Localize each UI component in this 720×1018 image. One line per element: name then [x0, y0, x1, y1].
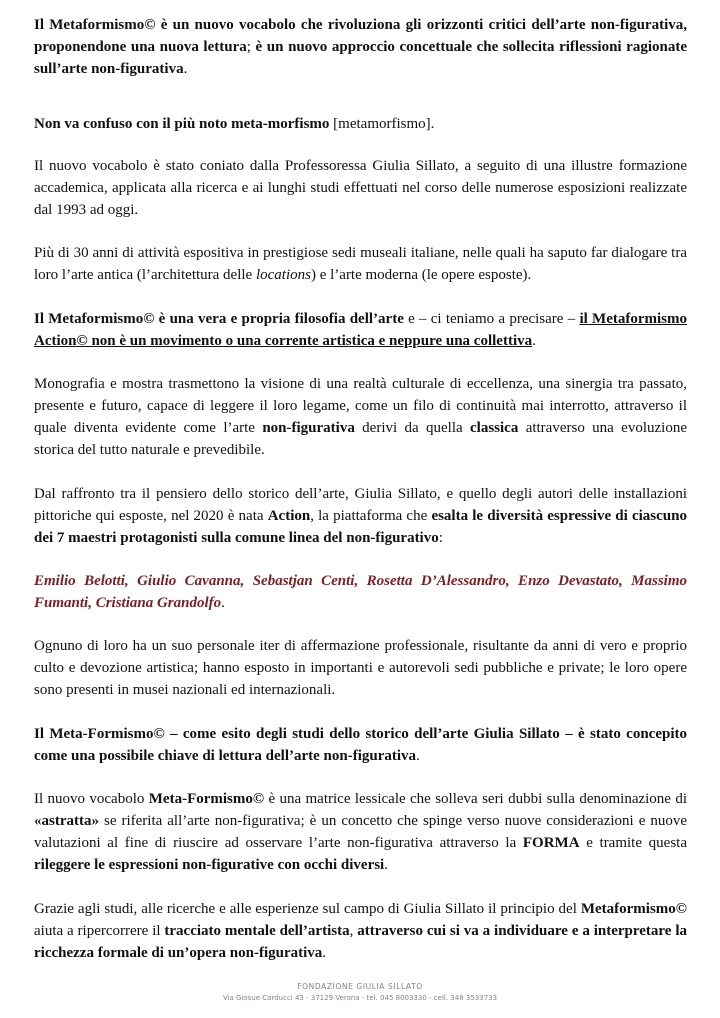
paragraph-not-confused: Non va confuso con il più noto meta-morfismo [metamorfismo]. — [34, 116, 435, 132]
paragraph-philosophy: Il Metaformismo© è una vera e propria filosofia dell’arte e – ci teniamo a precisare – il Metaformismo Action© non è un movimento o una corrente artistica e neppure una collettiva. — [34, 311, 687, 349]
footer-organization: FONDAZIONE GIULIA SILLATO — [297, 982, 423, 991]
paragraph-exhibitions: Più di 30 anni di attività espositiva in prestigiose sedi museali italiane, nelle quali ha saputo far dialogare tra loro l’arte antica (l’architettura delle locations) e l’arte moderna (le opere esposte). — [34, 245, 687, 283]
paragraph-vocabulary-origin: Il nuovo vocabolo è stato coniato dalla Professoressa Giulia Sillato, a seguito di una illustre formazione accademica, applicata alla ricerca e ai lunghi studi effettuati nel corso delle numerose esposizioni realizzate dal 1993 ad oggi. — [34, 158, 687, 218]
bold-text: Il Metaformismo© è un nuovo vocabolo che rivoluziona gli orizzonti critici dell’arte non-figurativa, proponendone una nuova lettura — [34, 17, 687, 55]
paragraph-artist-names: Emilio Belotti, Giulio Cavanna, Sebastjan Centi, Rosetta D’Alessandro, Enzo Devastato, Massimo Fumanti, Cristiana Grandolfo. — [34, 573, 687, 611]
paragraph-monograph: Monografia e mostra trasmettono la visione di una realtà culturale di eccellenza, una sinergia tra passato, presente e futuro, capace di leggere il loro legame, come un filo di continuità mai interrotto, attraverso il quale diventa evidente come l’arte non-figurativa derivi da quella classica attraverso una evoluzione storica del tutto naturale e prevedibile. — [34, 376, 687, 458]
bold-text: non-figurativa — [262, 420, 355, 436]
bold-text: Metaformismo© — [580, 901, 687, 917]
footer-address: Via Giosue Carducci 43 - 37129 Verona - tel. 045 8003330 - cell. 348 3533733 — [222, 994, 498, 1002]
bold-text: Il Metaformismo© è una vera e propria filosofia dell’arte — [34, 311, 404, 327]
bold-text: «astratta» — [34, 813, 99, 829]
bold-text: tracciato mentale dell’artista — [164, 923, 350, 939]
bold-text: è un nuovo approccio concettuale che sollecita riflessioni ragionate sull’arte non-figurativa — [34, 39, 688, 77]
bold-text: Non va confuso con il più noto meta-morfismo — [34, 116, 330, 132]
paragraph-action-platform: Dal raffronto tra il pensiero dello storico dell’arte, Giulia Sillato, e quello degli autori delle installazioni pittoriche qui esposte, nel 2020 è nata Action, la piattaforma che esalta le diversità espressive di ciascuno dei 7 maestri protagonisti sulla comune linea del non-figurativo: — [34, 486, 687, 546]
bold-text: Action — [267, 508, 311, 524]
paragraph-artists-career: Ognuno di loro ha un suo personale iter di affermazione professionale, risultante da anni di vero e proprio culto e devozione artistica; hanno esposto in importanti e autorevoli sedi pubbliche e private; le loro opere sono presenti in musei nazionali ed internazionali. — [34, 638, 687, 698]
artist-names: Emilio Belotti, Giulio Cavanna, Sebastjan Centi, Rosetta D’Alessandro, Enzo Devastato, Massimo Fumanti, Cristiana Grandolfo — [34, 573, 687, 611]
italic-text: locations — [255, 267, 311, 283]
bold-text: Meta-Formismo© — [148, 791, 265, 807]
paragraph-intro: Il Metaformismo© è un nuovo vocabolo che rivoluziona gli orizzonti critici dell’arte non-figurativa, proponendone una nuova lettura; è un nuovo approccio concettuale che sollecita riflessioni ragionate sull’arte non-figurativa. — [34, 17, 688, 77]
bold-text: rileggere le espressioni non-figurative con occhi diversi — [34, 857, 385, 873]
bold-text: attraverso cui si va a individuare e a interpretare la ricchezza formale di un’opera non-figurativa — [34, 923, 687, 961]
bold-text: FORMA — [522, 835, 580, 851]
paragraph-meta-formismo: Il Meta-Formismo© – come esito degli studi dello storico dell’arte Giulia Sillato – è stato concepito come una possibile chiave di lettura dell’arte non-figurativa. — [34, 726, 687, 764]
bold-text: classica — [470, 420, 519, 436]
bold-underlined-text: il Metaformismo Action© non è un movimento o una corrente artistica e neppure una collettiva — [34, 311, 687, 349]
paragraph-conclusion: Grazie agli studi, alle ricerche e alle esperienze sul campo di Giulia Sillato il principio del Metaformismo© aiuta a ripercorrere il tracciato mentale dell’artista, attraverso cui si va a individuare e a interpretare la ricchezza formale di un’opera non-figurativa. — [34, 901, 687, 961]
bold-text: esalta le diversità espressive di ciascuno dei 7 maestri protagonisti sulla comune linea del non-figurativo — [34, 508, 687, 546]
bold-text: Il Meta-Formismo© – come esito degli studi dello storico dell’arte Giulia Sillato – è stato concepito come una possibile chiave di lettura dell’arte non-figurativa — [34, 726, 687, 764]
paragraph-lexical-matrix: Il nuovo vocabolo Meta-Formismo© è una matrice lessicale che solleva seri dubbi sulla denominazione di «astratta» se riferita all’arte non-figurativa; è un concetto che spinge verso nuove considerazioni e nuove valutazioni al fine di riuscire ad osservare l’arte non-figurativa attraverso la FORMA e tramite questa rileggere le espressioni non-figurative con occhi diversi. — [34, 791, 687, 873]
